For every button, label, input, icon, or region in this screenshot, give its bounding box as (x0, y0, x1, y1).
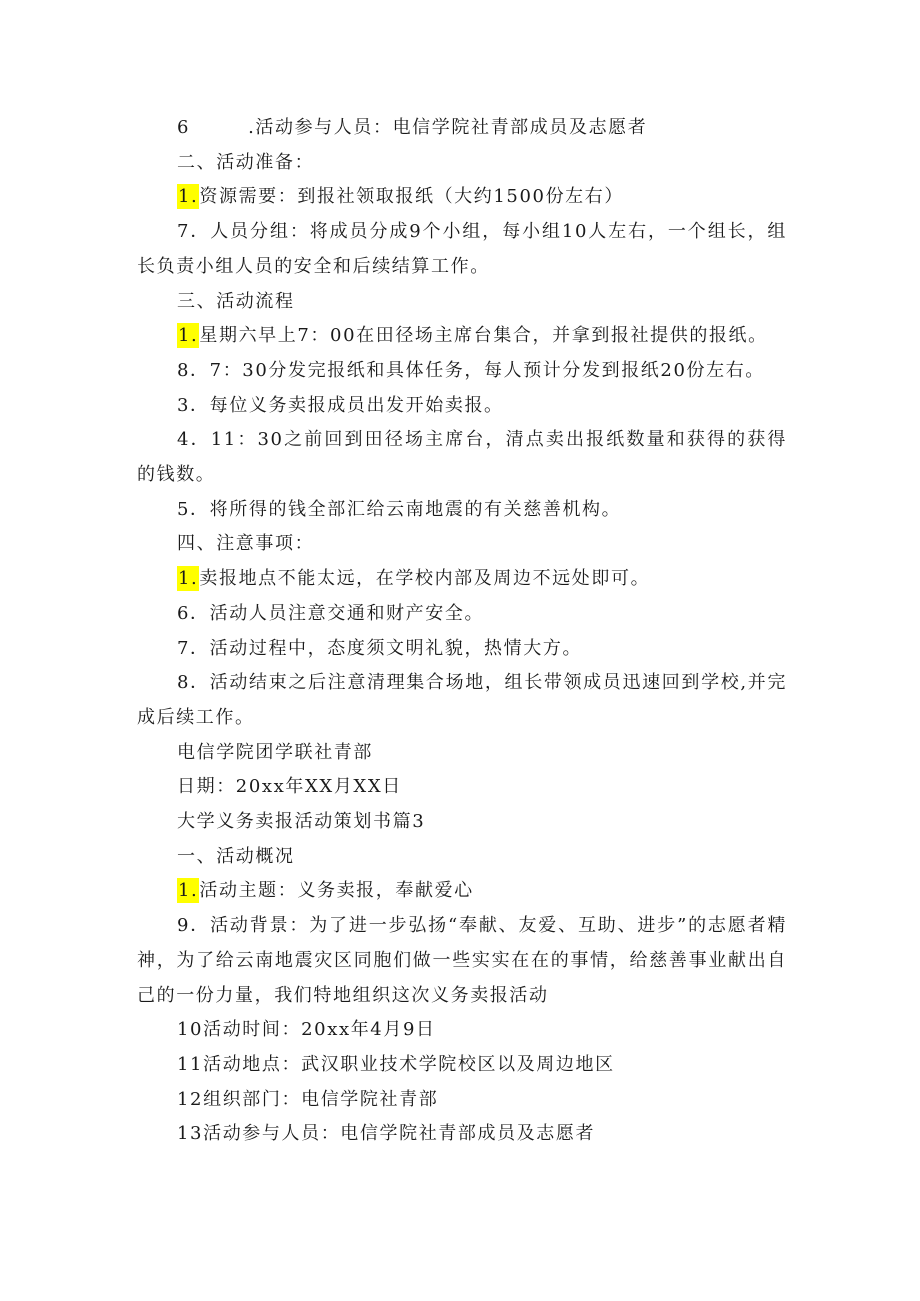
list-item: 7．活动过程中，态度须文明礼貌，热情大方。 (177, 637, 583, 659)
document-body (137, 111, 787, 1152)
list-item: 12组织部门：电信学院社青部 (177, 1088, 439, 1110)
section-heading: 三、活动流程 (177, 290, 295, 312)
highlight-marker: 1. (178, 880, 199, 902)
list-item (137, 319, 787, 354)
list-item: 11活动地点：武汉职业技术学院校区以及周边地区 (177, 1053, 615, 1075)
item-text: 活动主题：义务卖报，奉献爱心 (199, 880, 474, 902)
item-number: 6 (177, 117, 191, 138)
date-line: 日期：20xx年XX月XX日 (177, 776, 402, 798)
list-item (137, 111, 787, 146)
list-item (137, 180, 787, 215)
item-text: 卖报地点不能太远，在学校内部及周边不远处即可。 (199, 568, 651, 590)
item-text: 资源需要：到报社领取报纸（大约1500份左右） (199, 186, 624, 208)
list-item: 4．11：30之前回到田径场主席台，清点卖出报纸数量和获得的获得的钱数。 (137, 429, 787, 486)
highlight-marker: 1. (178, 186, 199, 208)
list-item: 9．活动背景：为了进一步弘扬“奉献、友爱、互助、进步”的志愿者精神，为了给云南地震灾区同胞们做一些实实在在的事情，给慈善事业献出自己的一份力量，我们特地组织这次义务卖报活动 (137, 915, 787, 1006)
document-title: 大学义务卖报活动策划书篇3 (177, 811, 426, 833)
list-item: 6．活动人员注意交通和财产安全。 (177, 602, 485, 624)
list-item: 10活动时间：20xx年4月9日 (177, 1019, 436, 1041)
list-item: 13活动参与人员：电信学院社青部成员及志愿者 (177, 1123, 596, 1145)
highlight-marker: 1. (178, 325, 199, 347)
list-item: 7．人员分组：将成员分成9个小组，每小组10人左右，一个组长，组长负责小组人员的安全和后续结算工作。 (137, 221, 787, 277)
organization-name: 电信学院团学联社青部 (177, 741, 373, 763)
list-item: 8．7：30分发完报纸和具体任务，每人预计分发到报纸20份左右。 (177, 359, 765, 381)
list-item: 5．将所得的钱全部汇给云南地震的有关慈善机构。 (177, 498, 622, 520)
section-heading: 二、活动准备： (177, 151, 315, 173)
section-heading: 四、注意事项： (177, 533, 315, 555)
list-item (137, 562, 787, 597)
list-item: 3．每位义务卖报成员出发开始卖报。 (177, 394, 504, 416)
list-item (137, 874, 787, 909)
highlight-marker: 1. (178, 568, 199, 590)
item-text: .活动参与人员：电信学院社青部成员及志愿者 (248, 117, 648, 138)
list-item: 8．活动结束之后注意清理集合场地，组长带领成员迅速回到学校,并完成后续工作。 (137, 672, 787, 728)
item-text: 星期六早上7：00在田径场主席台集合，并拿到报社提供的报纸。 (199, 325, 768, 347)
section-heading: 一、活动概况 (177, 845, 295, 867)
